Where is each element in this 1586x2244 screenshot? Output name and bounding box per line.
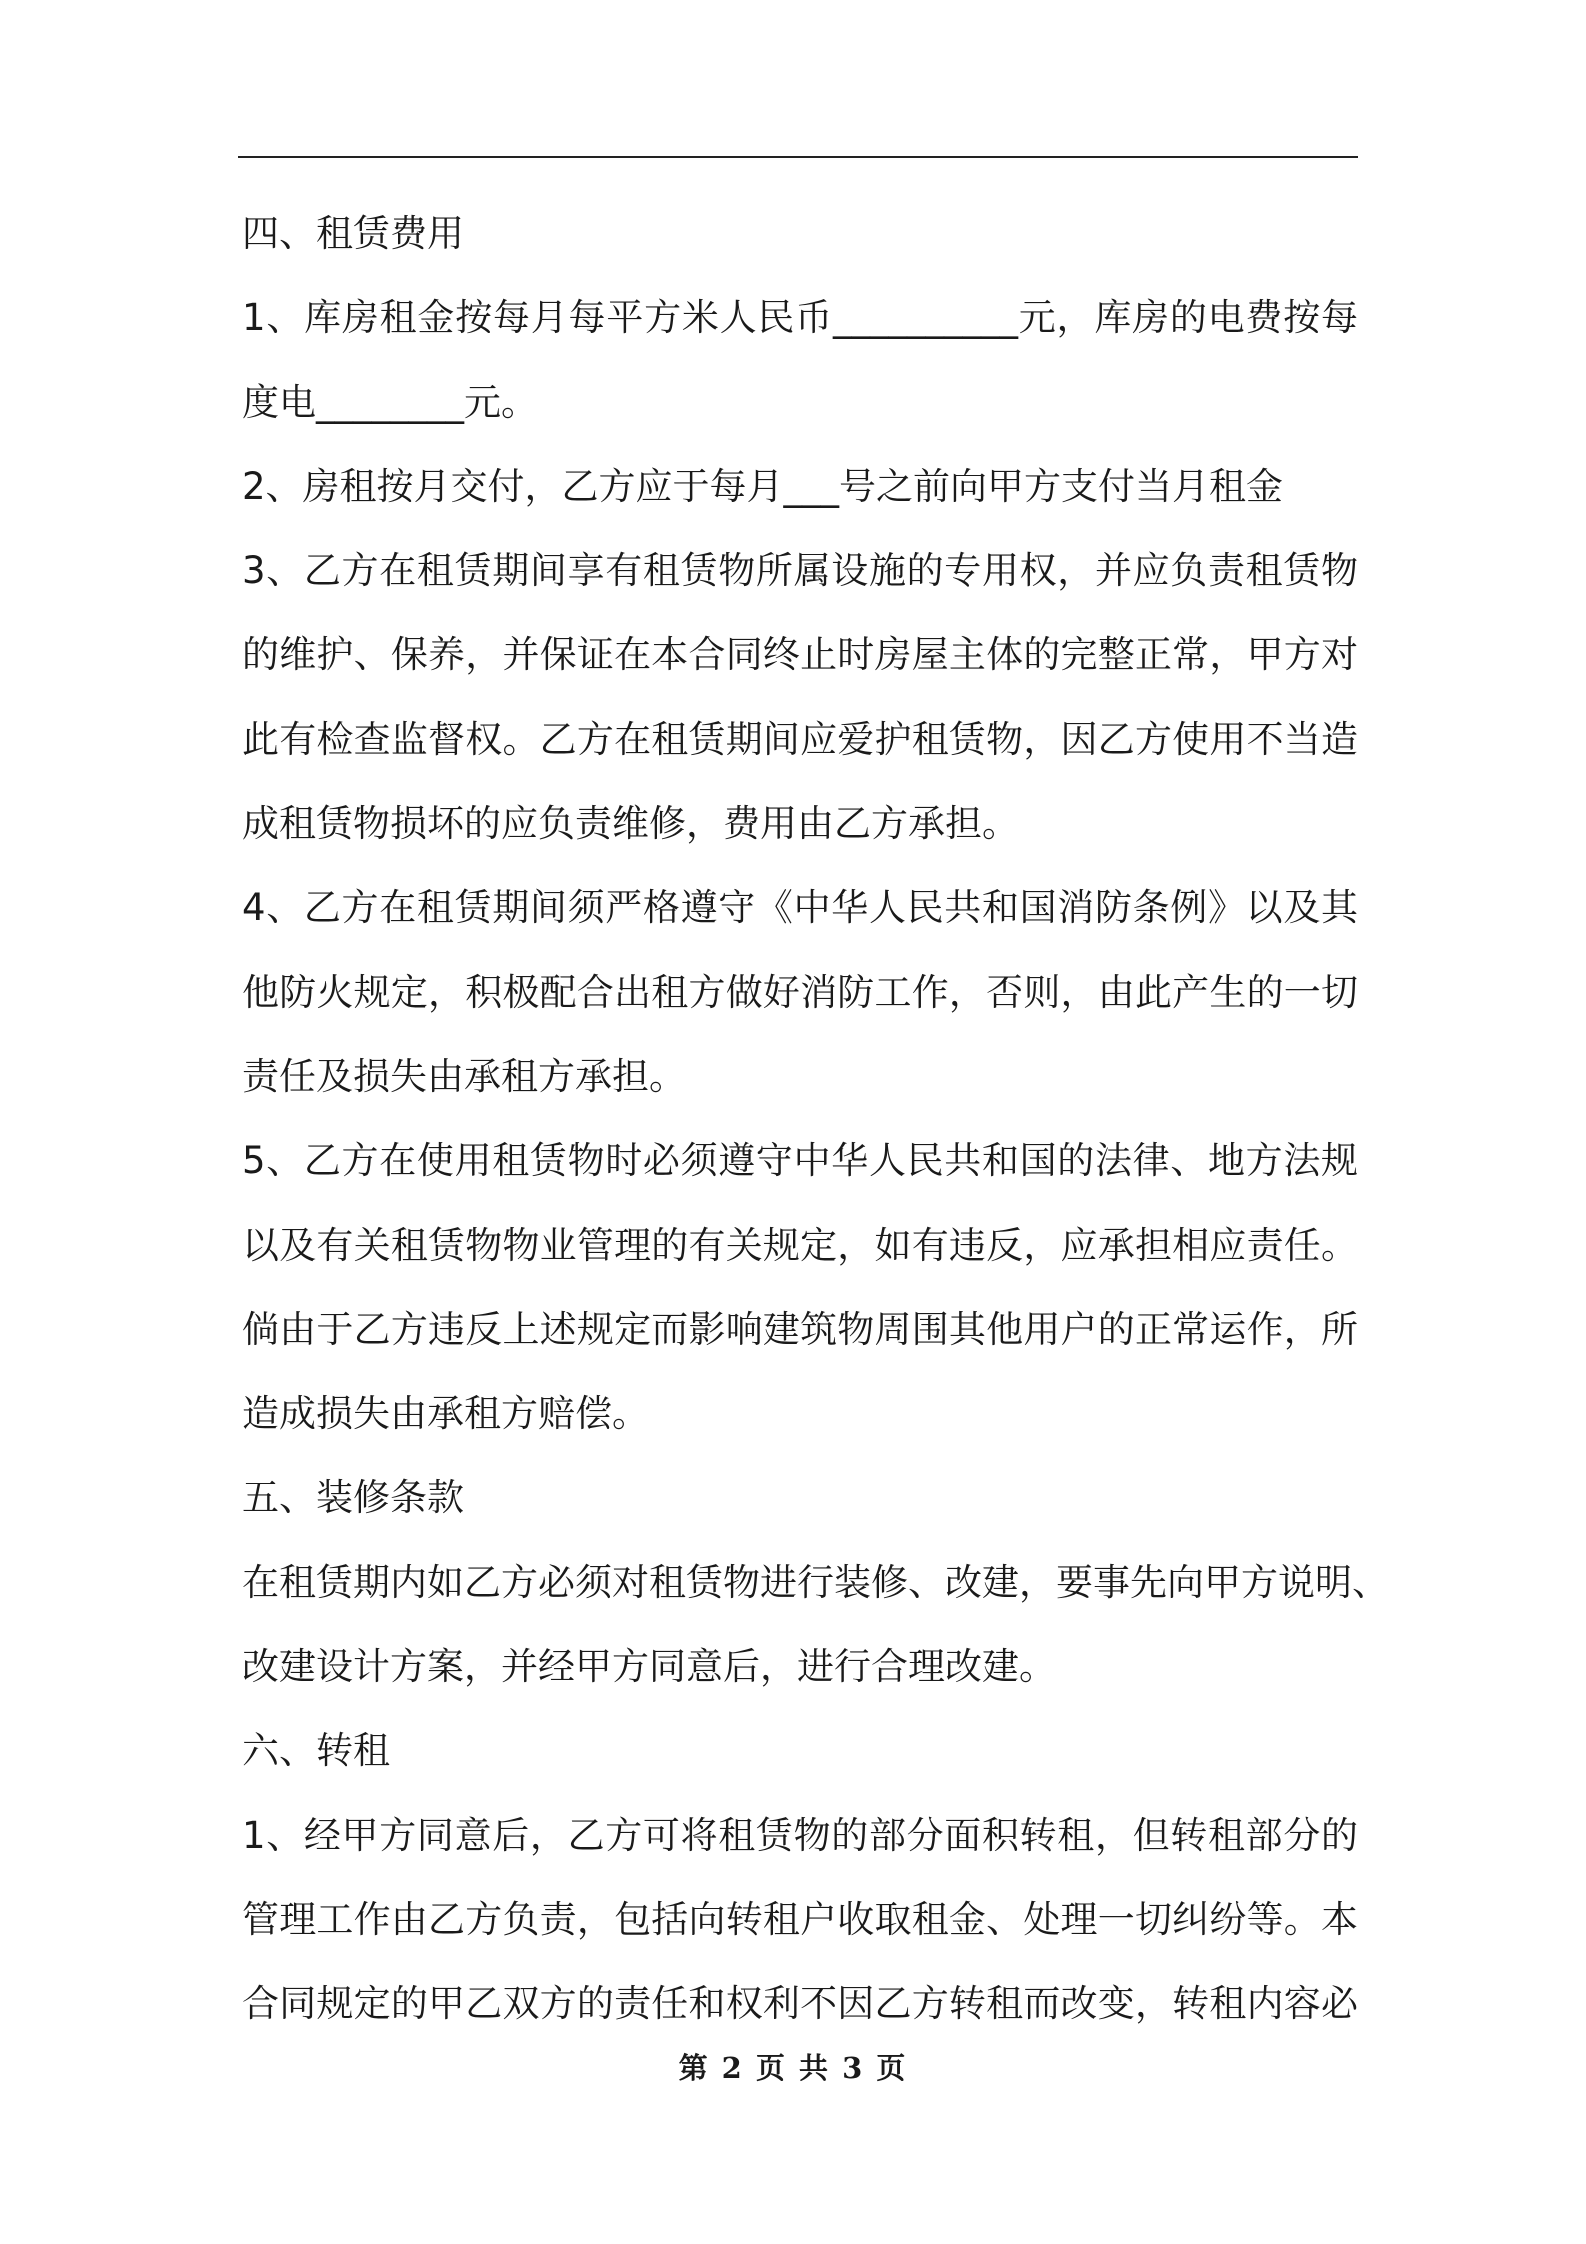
body-line: 此有检查监督权。乙方在租赁期间应爱护租赁物，因乙方使用不当造: [242, 717, 1358, 761]
header-rule: [238, 156, 1358, 158]
body-line: 的维护、保养，并保证在本合同终止时房屋主体的完整正常，甲方对: [242, 633, 1358, 677]
body-line: 成租赁物损坏的应负责维修，费用由乙方承担。: [242, 802, 1019, 846]
body-line: 1、库房租金按每月每平方米人民币__________元，库房的电费按每: [242, 296, 1358, 340]
document-body: [242, 192, 1389, 2047]
body-line: 他防火规定，积极配合出租方做好消防工作，否则，由此产生的一切: [242, 970, 1358, 1014]
body-line: 3、乙方在租赁期间享有租赁物所属设施的专用权，并应负责租赁物: [242, 549, 1358, 593]
page-footer: 第 2 页 共 3 页: [678, 2051, 908, 2085]
body-line: 管理工作由乙方负责，包括向转租户收取租金、处理一切纠纷等。本: [242, 1897, 1358, 1941]
body-line: 在租赁期内如乙方必须对租赁物进行装修、改建，要事先向甲方说明、: [242, 1560, 1389, 1604]
body-line: 合同规定的甲乙双方的责任和权利不因乙方转租而改变，转租内容必: [242, 1982, 1358, 2026]
body-line: 1、经甲方同意后，乙方可将租赁物的部分面积转租，但转租部分的: [242, 1813, 1358, 1857]
body-line: 5、乙方在使用租赁物时必须遵守中华人民共和国的法律、地方法规: [242, 1139, 1358, 1183]
body-line: 以及有关租赁物物业管理的有关规定，如有违反，应承担相应责任。: [242, 1223, 1358, 1267]
section-heading: 五、装修条款: [242, 1476, 464, 1520]
body-line: 4、乙方在租赁期间须严格遵守《中华人民共和国消防条例》以及其: [242, 886, 1358, 930]
body-line: 2、房租按月交付，乙方应于每月___号之前向甲方支付当月租金: [242, 464, 1284, 508]
body-line: 造成损失由承租方赔偿。: [242, 1392, 649, 1436]
section-heading: 六、转租: [242, 1729, 390, 1773]
body-line: 度电________元。: [242, 380, 538, 424]
section-heading: 四、租赁费用: [242, 212, 464, 255]
body-line: 倘由于乙方违反上述规定而影响建筑物周围其他用户的正常运作，所: [242, 1307, 1358, 1351]
body-line: 改建设计方案，并经甲方同意后，进行合理改建。: [242, 1645, 1056, 1689]
body-line: 责任及损失由承租方承担。: [242, 1054, 686, 1098]
